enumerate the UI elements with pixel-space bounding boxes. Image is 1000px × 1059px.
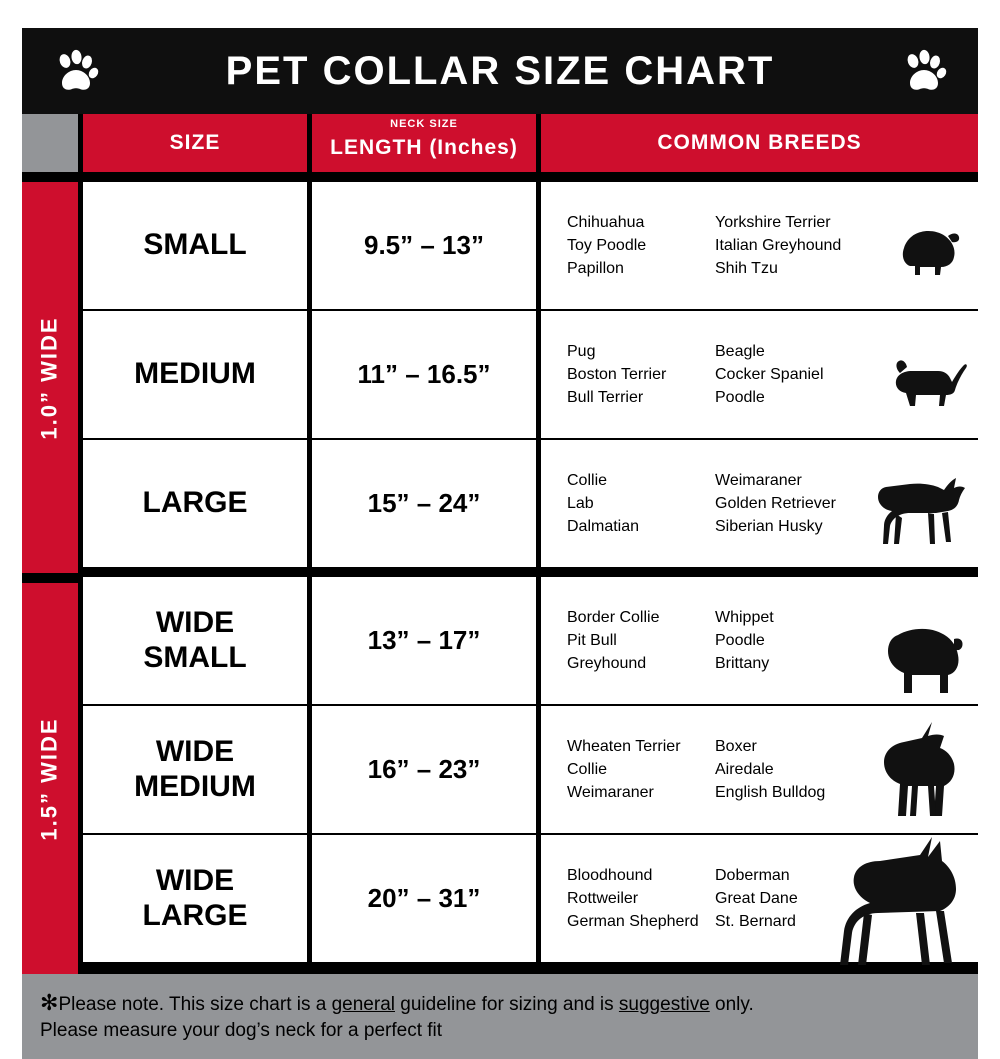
medium-dog-silhouette (886, 349, 970, 420)
table-row (83, 182, 978, 309)
breed-item: Boston Terrier (567, 365, 667, 383)
breed-item: Yorkshire Terrier (715, 213, 831, 231)
cell-length: 16” – 23” (312, 706, 536, 833)
cell-size-line2: MEDIUM (134, 769, 256, 803)
header-common-breeds: COMMON BREEDS (541, 114, 978, 172)
table-header-row (22, 114, 978, 172)
doberman-silhouette (828, 835, 978, 990)
footer-text-c: only. (709, 994, 754, 1015)
footer-text-b: guideline for sizing and is (395, 994, 619, 1015)
footer-text-a: Please note. This size chart is a (58, 994, 332, 1015)
breed-item: Poodle (715, 389, 765, 407)
cell-breeds (541, 182, 978, 309)
breed-item: Boxer (715, 737, 757, 755)
breed-item: German Shepherd (567, 913, 699, 931)
breed-item: Golden Retriever (715, 494, 836, 512)
breed-item: Great Dane (715, 889, 798, 907)
cell-size (83, 706, 307, 833)
breed-item: Weimaraner (715, 471, 802, 489)
footer-note (22, 974, 978, 1059)
cell-size-line2: LARGE (142, 898, 248, 932)
cell-size: LARGE (83, 440, 307, 567)
paw-print-icon (900, 48, 948, 96)
header-body-spacer (22, 172, 978, 182)
breed-item: Whippet (715, 608, 774, 626)
table-row (83, 835, 978, 962)
table-row (83, 311, 978, 438)
large-dog-silhouette (870, 470, 972, 563)
breed-item: Lab (567, 494, 594, 512)
breed-item: Border Collie (567, 608, 660, 626)
rows-container (83, 182, 978, 974)
footer-line-1 (40, 988, 960, 1018)
cell-length: 11” – 16.5” (312, 311, 536, 438)
sidebar-group-1-0-wide (22, 182, 78, 573)
sidebar-group-1-5-wide-label: 1.5” WIDE (37, 716, 63, 841)
cell-breeds (541, 577, 978, 704)
breed-item: Shih Tzu (715, 260, 778, 278)
width-sidebar (22, 182, 78, 974)
paw-print-icon (52, 48, 100, 96)
breed-item: Pit Bull (567, 631, 617, 649)
table-body (22, 182, 978, 974)
footer-emphasis-general: general (331, 994, 395, 1015)
cell-breeds (541, 440, 978, 567)
cell-breeds (541, 835, 978, 962)
sidebar-spacer (22, 573, 78, 583)
breed-item: Greyhound (567, 655, 647, 673)
breed-item: Wheaten Terrier (567, 737, 681, 755)
cell-breeds (541, 706, 978, 833)
breed-item: Brittany (715, 655, 770, 673)
breed-item: Collie (567, 760, 608, 778)
cell-size-line1: WIDE (155, 606, 235, 639)
header-corner (22, 114, 78, 172)
breed-item: Papillon (567, 260, 624, 278)
cell-length: 15” – 24” (312, 440, 536, 567)
cell-length: 20” – 31” (312, 835, 536, 962)
cell-size: SMALL (83, 182, 307, 309)
breed-item: Airedale (715, 760, 774, 778)
header-neck-size-note: NECK SIZE (390, 118, 458, 130)
sidebar-group-1-0-wide-label: 1.0” WIDE (37, 315, 63, 440)
breed-item: Italian Greyhound (715, 236, 842, 254)
bulldog-silhouette (878, 617, 968, 702)
breed-item: Poodle (715, 631, 765, 649)
breed-item: Dalmatian (567, 518, 640, 536)
breed-item: Siberian Husky (715, 518, 823, 536)
breed-item: Bloodhound (567, 866, 653, 884)
breed-item: Doberman (715, 866, 790, 884)
cell-breeds (541, 311, 978, 438)
asterisk-icon: ✻ (40, 990, 59, 1015)
breed-item: St. Bernard (715, 913, 796, 931)
cell-size-line1: WIDE (155, 735, 235, 768)
cell-size (83, 577, 307, 704)
table-row (83, 577, 978, 704)
breed-item: Weimaraner (567, 784, 654, 802)
table-row (83, 440, 978, 567)
table-row (83, 706, 978, 833)
size-chart (22, 28, 978, 1041)
breed-item: Pug (567, 342, 596, 360)
footer-emphasis-suggestive: suggestive (618, 994, 710, 1015)
page-title: PET COLLAR SIZE CHART (225, 48, 775, 93)
header-length-label: LENGTH (Inches) (330, 136, 518, 159)
cell-size-line2: SMALL (143, 640, 247, 674)
boxer-silhouette (874, 720, 970, 833)
breed-item: Chihuahua (567, 213, 645, 231)
header-length (312, 114, 536, 172)
cell-length: 9.5” – 13” (312, 182, 536, 309)
breed-item: Bull Terrier (567, 389, 644, 407)
breed-item: English Bulldog (715, 784, 826, 802)
chart-titlebar (22, 28, 978, 114)
cell-size: MEDIUM (83, 311, 307, 438)
breed-item: Rottweiler (567, 889, 639, 907)
group-divider (83, 567, 978, 577)
breed-item: Beagle (715, 342, 765, 360)
small-dog-silhouette (896, 220, 966, 287)
breed-item: Toy Poodle (567, 236, 647, 254)
cell-size-line1: WIDE (155, 864, 235, 897)
breed-item: Cocker Spaniel (715, 365, 824, 383)
cell-size (83, 835, 307, 962)
footer-line-2: Please measure your dog’s neck for a perfect fit (40, 1019, 443, 1041)
header-size: SIZE (83, 114, 307, 172)
cell-length: 13” – 17” (312, 577, 536, 704)
breed-item: Collie (567, 471, 608, 489)
sidebar-group-1-5-wide (22, 583, 78, 974)
